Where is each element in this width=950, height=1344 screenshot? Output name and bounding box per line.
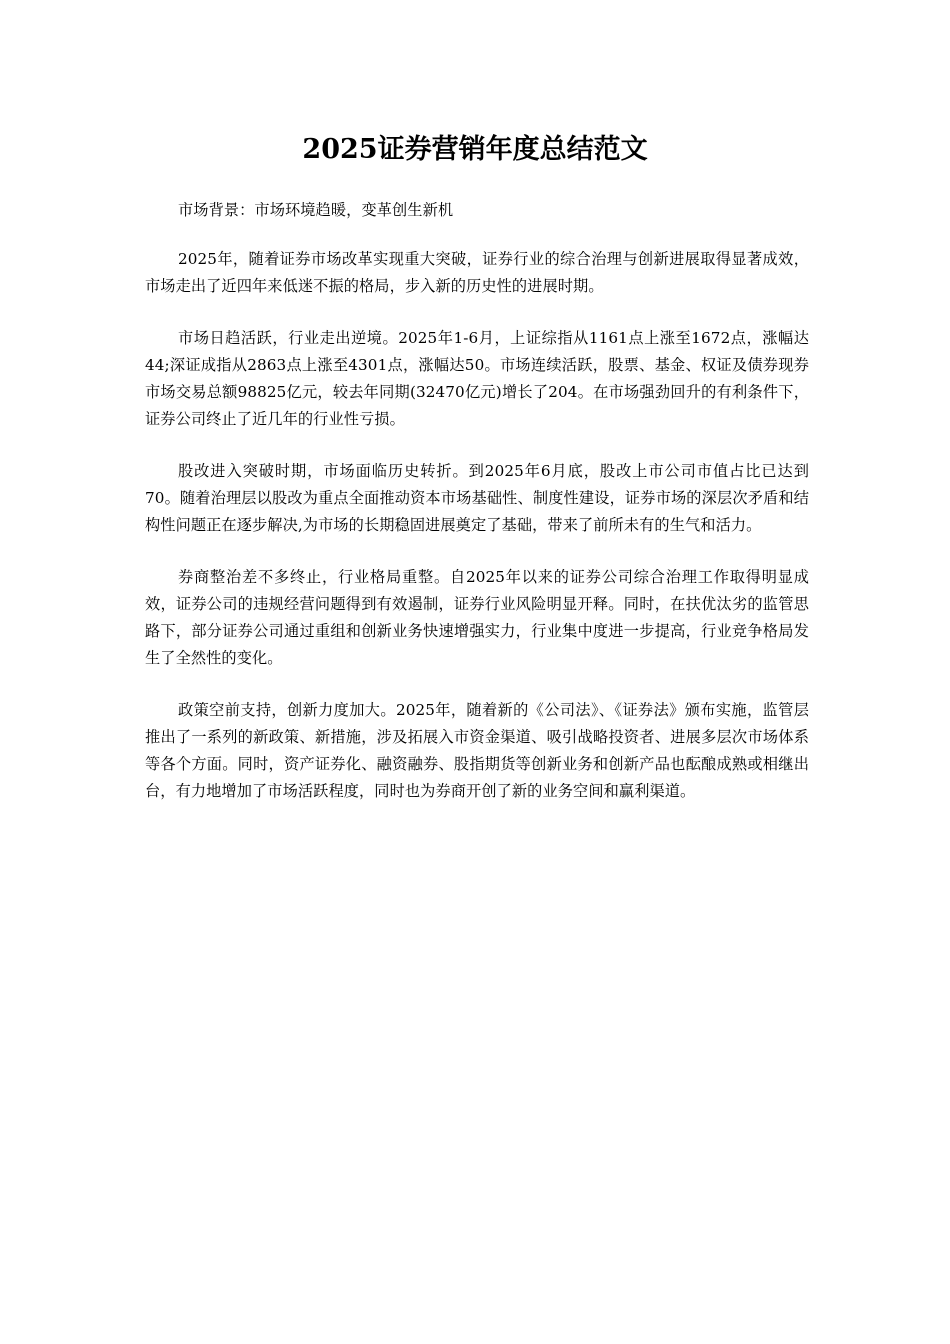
paragraph-share-reform: 股改进入突破时期，市场面临历史转折。到2025年6月底，股改上市公司市值占比已达到70。随着治理层以股改为重点全面推动资本市场基础性、制度性建设，证券市场的深层次矛盾和结构性问题正在逐步解决,为市场的长期稳固进展奠定了基础，带来了前所未有的生气和活力。 [145, 462, 809, 534]
document-title: 2025证券营销年度总结范文 [302, 134, 648, 165]
paragraph-broker-rectification: 券商整治差不多终止，行业格局重整。自2025年以来的证券公司综合治理工作取得明显成效，证券公司的违规经营问题得到有效遏制，证券行业风险明显开释。同时，在扶优汰劣的监管思路下，部分证券公司通过重组和创新业务快速增强实力，行业集中度进一步提高，行业竞争格局发生了全然性的变化。 [145, 568, 809, 667]
document-body [145, 197, 809, 830]
paragraph-policy-support: 政策空前支持，创新力度加大。2025年，随着新的《公司法》、《证券法》颁布实施，监管层推出了一系列的新政策、新措施，涉及拓展入市资金渠道、吸引战略投资者、进展多层次市场体系等各个方面。同时，资产证券化、融资融券、股指期货等创新业务和创新产品也酝酿成熟或相继出台，有力地增加了市场活跃程度，同时也为券商开创了新的业务空间和赢利渠道。 [145, 701, 809, 800]
section-heading-market-background: 市场背景：市场环境趋暖，变革创生新机 [178, 201, 454, 219]
paragraph-intro: 2025年，随着证券市场改革实现重大突破，证券行业的综合治理与创新进展取得显著成效，市场走出了近四年来低迷不振的格局，步入新的历史性的进展时期。 [145, 250, 809, 295]
paragraph-market-activity: 市场日趋活跃，行业走出逆境。2025年1-6月，上证综指从1161点上涨至1672点，涨幅达44;深证成指从2863点上涨至4301点，涨幅达50。市场连续活跃，股票、基金、权证及债券现券市场交易总额98825亿元，较去年同期(32470亿元)增长了204。在市场强劲回升的有利条件下，证券公司终止了近几年的行业性亏损。 [145, 329, 809, 428]
